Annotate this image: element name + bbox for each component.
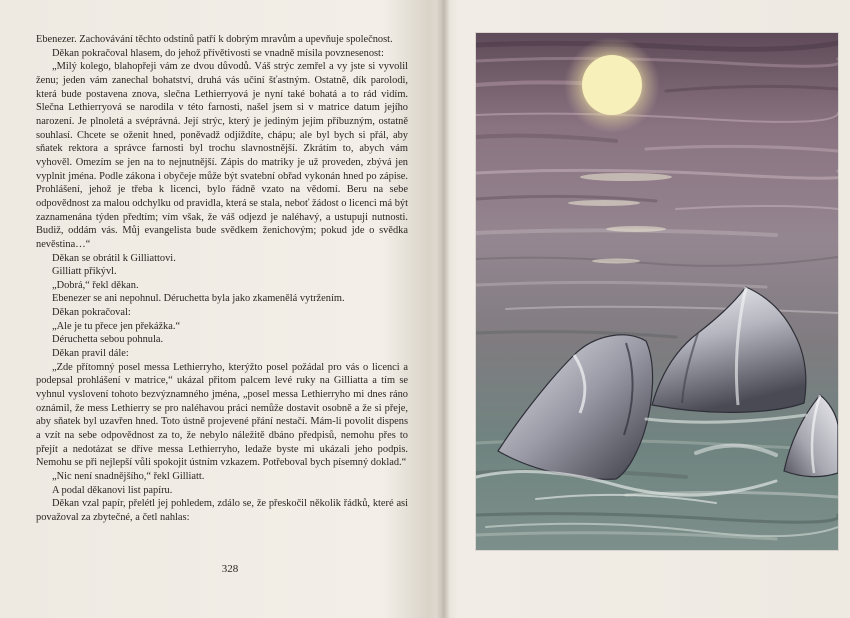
paragraph: Ebenezer. Zachovávání těchto odstínů patří k dobrým mravům a upevňuje společnost. [36,34,393,45]
paragraph: „Zde přítomný posel messa Lethierryho, kterýžto posel požádal pro vás o licenci a podepsal prohlášení v matrice,“ ukázal přitom palcem levé ruky na Gilliatta a tím se vyhnul vyslovení tohoto bezvýznamného jména, „posel messa Lethierryho mi dnes ráno oznámil, že mess Lethierry se pro naléhavou práci nemůže dostavit osobně a že si přeje, aby sňatek byl uzavřen hned. Toto ústně projevené přání nestačí. Mám-li povolit dispens a vzít na sebe odpovědnost za to, že nebylo náležitě dbáno předpisů, nemohu přes to přejít a nedotázat se dříve messa Lethierryho, ledaže byste mi ukázali jeho podpis. Nemohu se při nejlepší vůli spokojit ústním vzkazem. Potřeboval bych písemný doklad.“ [36,361,408,469]
paragraph: Gilliatt přikývl. [52,266,117,278]
paragraph: „Nic není snadnějšího,“ řekl Gilliatt. [52,471,205,482]
illustration-moonlit-sea-rocks [476,33,838,550]
page-number: 328 [221,563,239,575]
paragraph: „Ale je tu přece jen překážka.“ [52,320,181,332]
moon [582,55,642,115]
paragraph: „Milý kolego, blahopřeji vám ze dvou důvodů. Váš strýc zemřel a vy jste si vyvolil ženu; jeden vám zanechal bohatství, druhá vás učiní šťastným. Ostatně, dík parolodi, která bude postavena znova, slečna Lethierryová je nyní také bohatá a to rád vidím. Slečna Lethierryová se narodila v této farnosti, našel jsem si v matrice datum jejího narození. Je plnoletá a svéprávná. Její strýc, který je jediným jejím příbuzným, ostatně souhlasí. Chcete se oženit hned, poněvadž odjíždíte, chápu; ale byl bych si přál, aby sňatek rektora a správce farnosti byl trochu slavnostnější. Zkrátím to, abych vám vyhověl. Omezím se jen na to nejnutnější. Zápis do matriky je už proveden, zbývá jen vyplnit jména. Podle zákona i obyčeje může být svatební obřad vykonán hned po zápise. Prohlášení, jehož je třeba k licenci, bylo řádně vzato na vědomí. Beru na sebe odpovědnost za malou odchylku od pravidla, která se stala, neboť žádost o licenci má být zaznamenána týden předtím; vím však, že váš odjezd je naléhavý, a ustupuji nutnosti. Budiž, oddám vás. Můj evangelista bude svědkem ženichovým; pokud jde o svědka nevěstina…“ [36,61,408,250]
paragraph: Děkan se obrátil k Gilliattovi. [52,252,176,264]
book-gutter [436,0,450,618]
paragraph: Ebenezer se ani nepohnul. Déruchetta byla jako zkamenělá vytržením. [52,293,345,305]
paragraph: Děkan pravil dále: [52,348,129,360]
paragraph: Děkan pokračoval hlasem, do jehož přívětivosti se vnadně mísila povznesenost: [52,47,384,59]
paragraph: Děkan vzal papír, přelétl jej pohledem, zdálo se, že přeskočil několik řádků, které asi považoval za zbytečné, a četl nahlas: [36,498,408,523]
paragraph: Děkan pokračoval: [52,307,131,319]
illustration-svg [476,33,838,550]
paragraph: Déruchetta sebou pohnula. [52,334,164,346]
left-page-text [36,33,408,525]
paragraph: „Dobrá,“ řekl děkan. [52,279,139,291]
paragraph: A podal děkanovi list papíru. [52,484,173,496]
